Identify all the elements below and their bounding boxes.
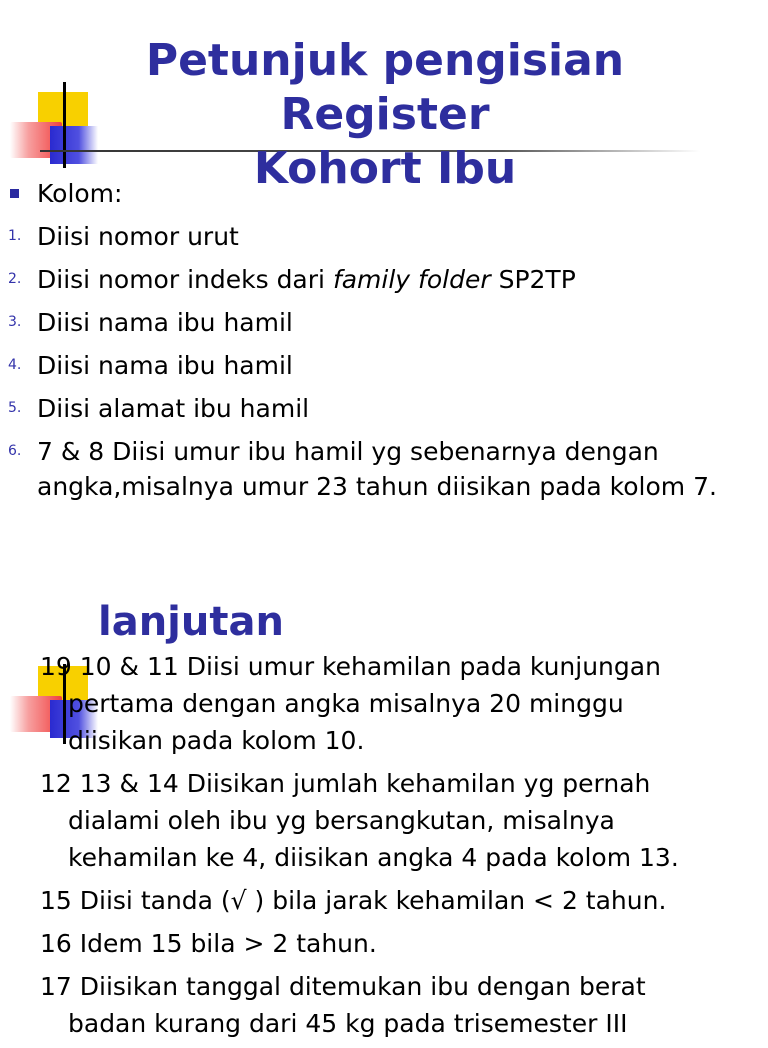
- list-item: 12 13 & 14 Diisikan jumlah kehamilan yg pernah dialami oleh ibu yg bersangkutan, misalnya kehamilan ke 4, diisikan angka 4 pada kolom 13.: [40, 769, 679, 872]
- list-item: 6. 7 & 8 Diisi umur ibu hamil yg sebenarnya dengan angka,misalnya umur 23 tahun diisikan pada kolom 7.: [8, 437, 717, 501]
- page-title: Petunjuk pengisian Register Kohort Ibu: [145, 35, 625, 194]
- list-item: 2. Diisi nomor indeks dari family folder SP2TP: [8, 265, 576, 294]
- list-item: 1. Diisi nomor urut: [8, 222, 239, 251]
- list-item: 4. Diisi nama ibu hamil: [8, 351, 293, 380]
- list-item: 3. Diisi nama ibu hamil: [8, 308, 293, 337]
- list-item: 16 Idem 15 bila > 2 tahun.: [40, 929, 377, 958]
- list-item: 5. Diisi alamat ibu hamil: [8, 394, 310, 423]
- list-item: 17 Diisikan tanggal ditemukan ibu dengan berat badan kurang dari 45 kg pada trisemester III: [40, 972, 646, 1038]
- kolom-list: [0, 176, 768, 512]
- list-item: 15 Diisi tanda (√ ) bila jarak kehamilan < 2 tahun.: [40, 886, 667, 915]
- list-item: 19 10 & 11 Diisi umur kehamilan pada kunjungan pertama dengan angka misalnya 20 minggu diisikan pada kolom 10.: [40, 652, 661, 755]
- slide-2: [0, 540, 768, 1038]
- lanjutan-list: [40, 648, 760, 1048]
- list-item: Kolom:: [0, 176, 768, 211]
- square-bullet-icon: [10, 189, 19, 198]
- section-subtitle: lanjutan: [98, 599, 284, 645]
